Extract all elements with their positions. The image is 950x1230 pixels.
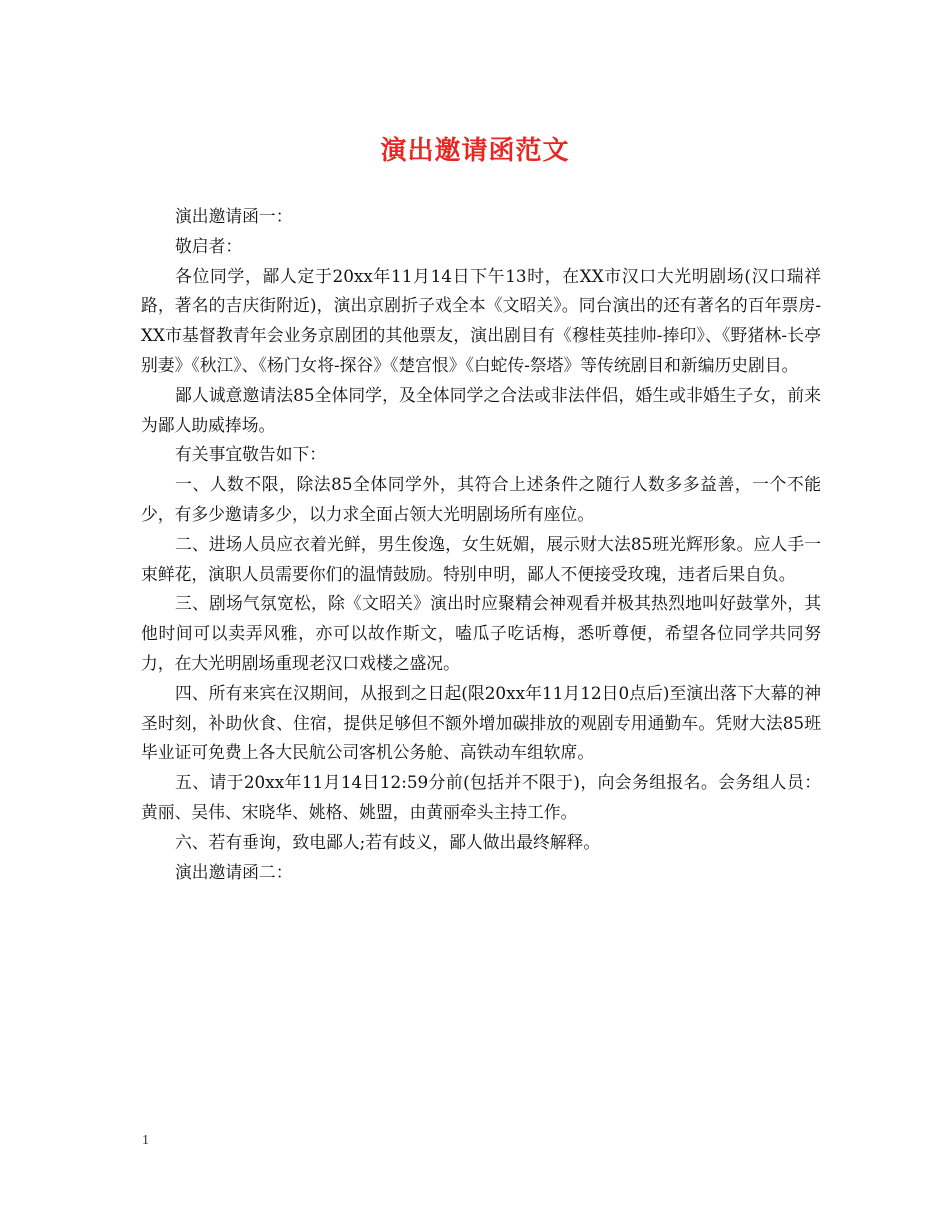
paragraph-event-details: 各位同学，鄙人定于20xx年11月14日下午13时，在XX市汉口大光明剧场(汉口瑞祥路，著名的吉庆街附近)，演出京剧折子戏全本《文昭关》。同台演出的还有著名的百年票房-XX市基督教青年会业务京剧团的其他票友，演出剧目有《穆桂英挂帅-捧印》、《野猪林-长亭别妻》《秋江》、《杨门女将-探谷》《楚宫恨》《白蛇传-祭塔》等传统剧目和新编历史剧目。: [141, 265, 821, 375]
paragraph-item-2: 二、进场人员应衣着光鲜，男生俊逸，女生妩媚，展示财大法85班光辉形象。应人手一束鲜花，演职人员需要你们的温情鼓励。特别申明，鄙人不便接受玫瑰，违者后果自负。: [141, 533, 821, 584]
paragraph-item-5: 五、请于20xx年11月14日12:59分前(包括并不限于)，向会务组报名。会务组人员：黄丽、吴伟、宋晓华、姚格、姚盟，由黄丽牵头主持工作。: [141, 772, 821, 822]
paragraph-item-3: 三、剧场气氛宽松，除《文昭关》演出时应聚精会神观看并极其热烈地叫好鼓掌外，其他时间可以卖弄风雅，亦可以故作斯文，嗑瓜子吃话梅，悉听尊便，希望各位同学共同努力，在大光明剧场重现老汉口戏楼之盛况。: [141, 593, 821, 673]
paragraph-heading-letter-two: 演出邀请函二：: [175, 861, 293, 882]
page-number: 1: [142, 1133, 149, 1148]
paragraph-heading-letter-one: 演出邀请函一：: [175, 206, 293, 226]
paragraph-salutation: 敬启者：: [175, 235, 243, 256]
paragraph-notice-intro: 有关事宜敬告如下：: [175, 444, 327, 465]
document-body: [141, 202, 821, 887]
paragraph-item-1: 一、人数不限，除法85全体同学外，其符合上述条件之随行人数多多益善，一个不能少，有多少邀请多少，以力求全面占领大光明剧场所有座位。: [141, 474, 821, 524]
document-title: 演出邀请函范文: [380, 136, 570, 166]
paragraph-item-4: 四、所有来宾在汉期间，从报到之日起(限20xx年11月12日0点后)至演出落下大幕的神圣时刻，补助伙食、住宿，提供足够但不额外增加碳排放的观剧专用通勤车。凭财大法85班毕业证可免费上各大民航公司客机公务舱、高铁动车组软席。: [141, 682, 821, 763]
paragraph-invitation: 鄙人诚意邀请法85全体同学，及全体同学之合法或非法伴侣，婚生或非婚生子女，前来为鄙人助威捧场。: [141, 384, 821, 435]
paragraph-item-6: 六、若有垂询，致电鄙人;若有歧义，鄙人做出最终解释。: [175, 831, 601, 852]
